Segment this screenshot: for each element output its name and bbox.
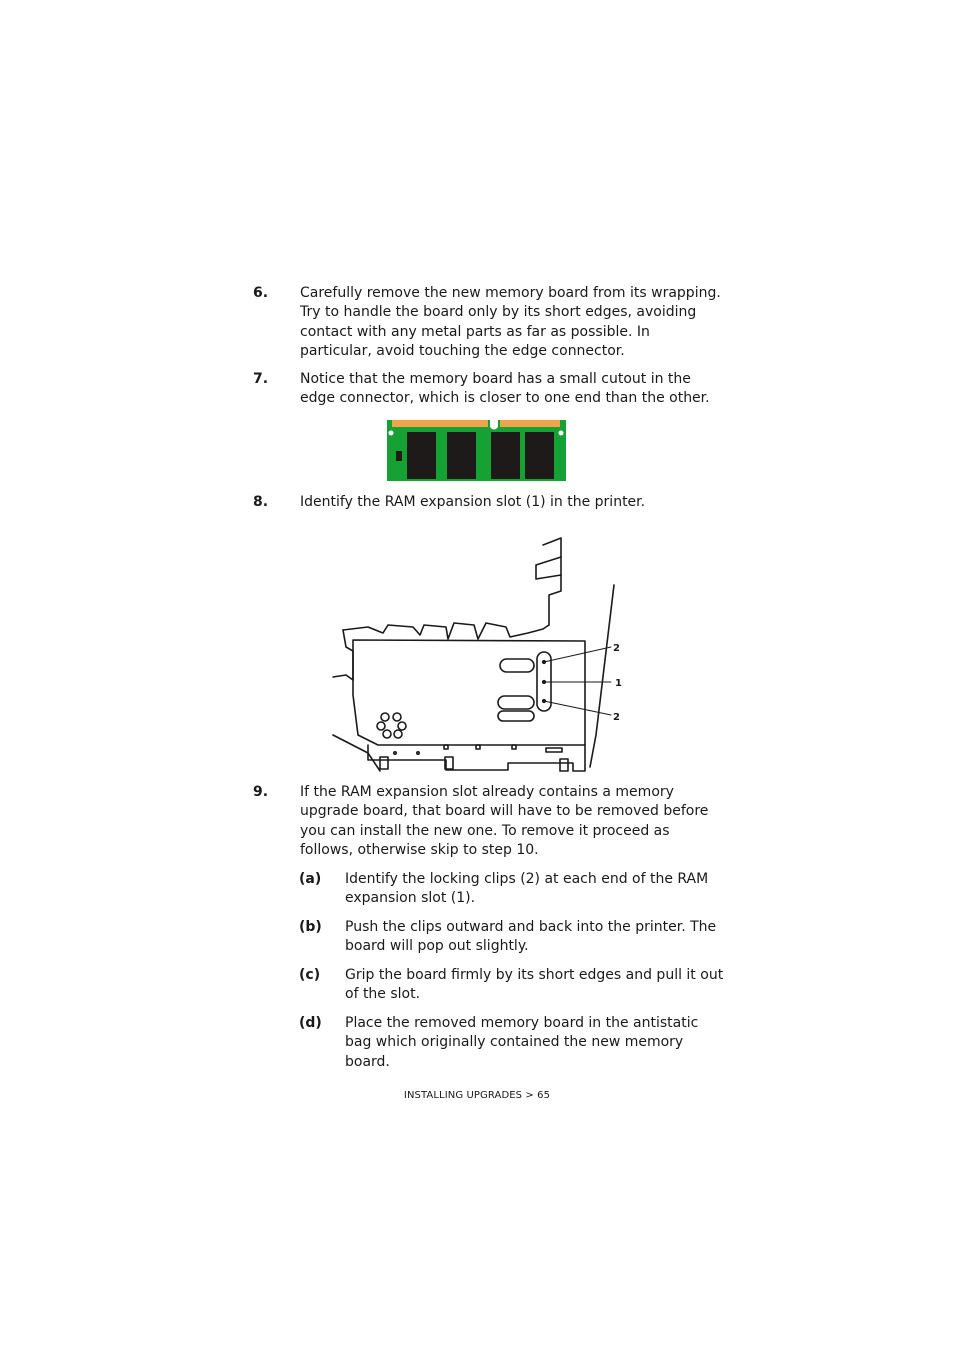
base-marker bbox=[476, 745, 480, 749]
base-foot bbox=[380, 757, 388, 769]
memory-chip bbox=[407, 432, 436, 479]
substep-letter: (d) bbox=[299, 1015, 322, 1031]
printer-left-edge bbox=[333, 630, 353, 680]
base-marker bbox=[444, 745, 448, 749]
board-notch bbox=[389, 431, 394, 436]
memory-chip bbox=[491, 432, 520, 479]
substep-text: Grip the board firmly by its short edges and pull it out of the slot. bbox=[345, 967, 724, 1003]
vent-hole bbox=[381, 713, 389, 721]
panel-slot bbox=[500, 659, 534, 672]
panel-slot bbox=[498, 711, 534, 721]
substep-text: Place the removed memory board in the antistatic bag which originally contained the new memory board. bbox=[345, 1015, 699, 1070]
callout-dot bbox=[543, 681, 546, 684]
step-text: Notice that the memory board has a small cutout in the edge connector, which is closer to one end than the other. bbox=[300, 371, 710, 407]
step-text: Carefully remove the new memory board from its wrapping. Try to handle the board only by its short edges, avoiding contact with any metal parts as far as possible. In particular, avoid touching the edge connector. bbox=[300, 285, 721, 359]
printer-base-left bbox=[333, 735, 380, 771]
substep-letter: (c) bbox=[299, 967, 321, 983]
board-component bbox=[396, 451, 402, 461]
base-marker bbox=[512, 745, 516, 749]
callout-line-2-bottom bbox=[544, 701, 611, 715]
callout-label-1: 1 bbox=[615, 678, 622, 689]
substep-text: Push the clips outward and back into the printer. The board will pop out slightly. bbox=[345, 919, 717, 955]
memory-board-illustration bbox=[386, 419, 568, 483]
printer-right-edge bbox=[590, 585, 614, 767]
substep-letter: (b) bbox=[299, 919, 322, 935]
vent-hole bbox=[398, 722, 406, 730]
callout-dot bbox=[543, 661, 546, 664]
step-number: 7. bbox=[253, 371, 269, 387]
edge-connector-contacts-right bbox=[500, 420, 560, 427]
panel-slot bbox=[498, 696, 534, 709]
callout-line-2-top bbox=[544, 647, 611, 662]
memory-chip bbox=[447, 432, 476, 479]
callout-dot bbox=[543, 700, 546, 703]
step-text: If the RAM expansion slot already contains a memory upgrade board, that board will have to be removed before you can install the new one. To remove it proceed as follows, otherwise skip to step 10. bbox=[300, 784, 709, 858]
callout-label-2-top: 2 bbox=[613, 643, 620, 654]
base-marker bbox=[546, 748, 562, 752]
vent-hole bbox=[383, 730, 391, 738]
base-dot bbox=[417, 752, 419, 754]
vent-hole bbox=[377, 722, 385, 730]
substep-text: Identify the locking clips (2) at each end of the RAM expansion slot (1). bbox=[345, 871, 709, 907]
step-number: 6. bbox=[253, 285, 269, 301]
base-dot bbox=[394, 752, 396, 754]
callout-label-2-bottom: 2 bbox=[613, 712, 620, 723]
edge-connector-cutout bbox=[490, 420, 498, 430]
edge-connector-contacts-left bbox=[392, 420, 488, 427]
printer-bracket-upper bbox=[536, 538, 561, 625]
printer-top-ridge bbox=[343, 623, 549, 639]
step-text: Identify the RAM expansion slot (1) in the printer. bbox=[300, 494, 646, 510]
substep-letter: (a) bbox=[299, 871, 322, 887]
printer-ram-slot-illustration bbox=[328, 535, 628, 775]
step-number: 9. bbox=[253, 784, 269, 800]
page-footer: INSTALLING UPGRADES > 65 bbox=[403, 1090, 551, 1101]
base-foot bbox=[560, 759, 568, 771]
vent-hole bbox=[393, 713, 401, 721]
vent-hole bbox=[394, 730, 402, 738]
memory-chip bbox=[525, 432, 554, 479]
board-notch bbox=[559, 431, 564, 436]
step-number: 8. bbox=[253, 494, 269, 510]
